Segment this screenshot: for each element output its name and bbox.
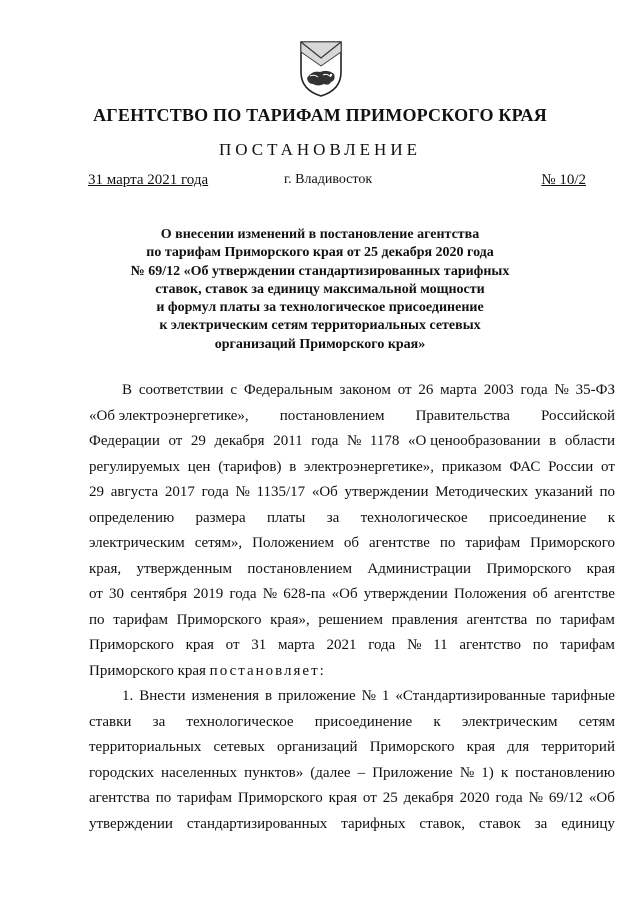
title-line: О внесении изменений в постановление агентства [160, 227, 480, 242]
title-line: и формул платы за технологическое присоединение [156, 300, 484, 316]
word: 628-па [283, 586, 326, 602]
word: ставок [478, 815, 521, 832]
word: (тарифов) [218, 458, 282, 475]
word: от [397, 382, 412, 398]
word: от [168, 433, 183, 449]
word: Администрации [367, 560, 472, 577]
word: Российской [541, 407, 615, 424]
word: населенных [161, 764, 238, 781]
word: по [599, 484, 615, 500]
word: № [554, 382, 569, 398]
title-line: организаций Приморского края» [214, 336, 426, 352]
word: утверждении [363, 586, 448, 602]
word: утверждении [344, 484, 429, 500]
word: электрическим [89, 535, 185, 551]
word: указаний [534, 484, 593, 500]
word: единицу [561, 815, 615, 832]
word: по [89, 611, 105, 628]
word: технологическое [360, 509, 468, 526]
word: стандартизированных [186, 815, 328, 832]
word: В [122, 382, 133, 398]
word: утверждении [89, 815, 173, 832]
word: России [548, 458, 594, 475]
word: об [343, 535, 360, 551]
word: № [347, 433, 362, 449]
word: соответствии [138, 382, 224, 398]
word: Приморского [237, 790, 323, 806]
word: 1178 [369, 433, 400, 449]
word: 11 [433, 637, 448, 653]
word: 2021 [326, 637, 357, 653]
text-line [89, 506, 615, 532]
word: в [264, 688, 273, 704]
word: марта [277, 637, 315, 653]
word: края [586, 560, 615, 577]
text-line [89, 633, 615, 659]
word: постановлением [279, 407, 385, 424]
document-title [60, 226, 580, 354]
word: тарифных [341, 815, 406, 832]
word: организаций [277, 739, 358, 755]
word: Приложение [372, 764, 453, 781]
word: 1) [481, 764, 494, 781]
word: по [439, 535, 456, 551]
word: определению [89, 509, 175, 526]
word: от [89, 586, 103, 602]
word: года [201, 484, 229, 500]
word: решением [318, 611, 383, 628]
word: Внести [139, 688, 186, 704]
word: 29 [89, 484, 104, 500]
title-line: № 69/12 «Об утверждении стандартизированных тарифных [130, 263, 510, 279]
word: присоединение [314, 713, 413, 730]
word: года [495, 790, 523, 806]
word: сетевых [213, 739, 265, 755]
word: агентства [466, 611, 528, 628]
word: 31 [251, 637, 267, 653]
word: в [289, 458, 297, 475]
word: Положением [252, 535, 334, 551]
text-fragment: Приморского края [89, 662, 210, 679]
word: 2011 [273, 433, 303, 449]
text-line [89, 659, 615, 685]
word: края [185, 637, 214, 653]
word: 25 [382, 790, 398, 806]
word: от [362, 790, 377, 806]
word: «О ценообразовании [407, 433, 541, 449]
word: 2017 [164, 484, 195, 500]
word: (далее [310, 764, 351, 781]
word: края [328, 790, 357, 806]
word: агентстве [553, 586, 615, 602]
word: – [357, 764, 366, 781]
word: для [507, 739, 530, 755]
word: 1 [381, 688, 390, 704]
word: 35-ФЗ [575, 382, 615, 398]
word: от [601, 458, 615, 475]
word: края, [89, 560, 122, 577]
document-body [89, 378, 615, 837]
word: марта [440, 382, 477, 398]
title-line: по тарифам Приморского края от 25 декабря 2020 года [146, 245, 494, 261]
word: тарифам [560, 611, 615, 628]
word: платы [266, 509, 306, 526]
word: декабря [403, 790, 454, 806]
word: по [532, 637, 549, 653]
word: приказом [441, 458, 502, 475]
word: утвержденным [136, 560, 232, 577]
word: к [607, 509, 615, 526]
word: ФАС [509, 458, 541, 475]
text-line [89, 582, 615, 608]
word: «Стандартизированные [395, 688, 546, 704]
word: Федерации [89, 433, 160, 449]
word: регулируемых [89, 458, 180, 475]
word: правления [391, 611, 458, 628]
word: агентство [459, 637, 522, 653]
word: тарифам [560, 637, 615, 653]
word: 2019 [193, 586, 224, 602]
word: Приморского [369, 739, 455, 755]
word: к [433, 713, 441, 730]
word: «Об электроэнергетике», [89, 407, 249, 424]
text-line [89, 531, 615, 557]
word: постановлению [515, 764, 615, 781]
word: постановлением [247, 560, 353, 577]
word: тарифам [465, 535, 521, 551]
word: 1. [122, 688, 134, 704]
word: Методических [435, 484, 529, 500]
word: электрическим [461, 713, 558, 730]
text-line [89, 557, 615, 583]
word: изменения [191, 688, 259, 704]
word: к [500, 764, 509, 781]
word: технологическое [186, 713, 294, 730]
word: по [155, 790, 172, 806]
word: по [535, 611, 552, 628]
word: ставок, [419, 815, 465, 832]
word: года [520, 382, 548, 398]
word: Приморского [530, 535, 615, 551]
text-line [89, 735, 615, 761]
word: № [235, 484, 250, 500]
coat-of-arms-icon [298, 38, 344, 98]
word: агентства [89, 790, 150, 806]
word: тарифам [113, 611, 168, 628]
agency-name: АГЕНТСТВО ПО ТАРИФАМ ПРИМОРСКОГО КРАЯ [93, 105, 547, 125]
word: № [528, 790, 543, 806]
word: года [311, 433, 339, 449]
word: тарифам [177, 790, 232, 806]
word: электроэнергетике», [304, 458, 434, 475]
text-line [89, 684, 615, 710]
word: городских [89, 764, 154, 781]
word: цен [187, 458, 211, 475]
text-line [89, 761, 615, 787]
word: «Об [331, 586, 358, 602]
text-line [89, 608, 615, 634]
document-date: 31 марта 2021 года [88, 172, 209, 188]
word: 29 [190, 433, 206, 449]
word: № [459, 764, 475, 781]
title-line: ставок, ставок за единицу максимальной мощности [155, 281, 485, 297]
word: № [361, 688, 376, 704]
word: присоединение [488, 509, 587, 526]
text-line [89, 378, 615, 404]
word: 2003 [483, 382, 514, 398]
document-type: ПОСТАНОВЛЕНИЕ [218, 140, 421, 159]
word: за [534, 815, 548, 832]
word: с [230, 382, 238, 398]
word: за [152, 713, 166, 730]
word: 30 [109, 586, 125, 602]
text-line [89, 480, 615, 506]
word: декабря [214, 433, 265, 449]
text-line [89, 710, 615, 736]
word: пунктов» [244, 764, 304, 781]
word: в [549, 433, 557, 449]
word: 1135/17 [256, 484, 306, 500]
word: от [225, 637, 240, 653]
word: Приморского [486, 560, 572, 577]
word: 2020 [459, 790, 490, 806]
word: законом [339, 382, 391, 398]
word: области [564, 433, 615, 449]
word: территорий [541, 739, 615, 755]
word: № [407, 637, 422, 653]
word: Положения [453, 586, 527, 602]
word: сетям [578, 713, 615, 730]
word: 26 [418, 382, 434, 398]
word: августа [110, 484, 159, 500]
text-line [89, 429, 615, 455]
word: года [229, 586, 257, 602]
document-city: г. Владивосток [284, 172, 373, 187]
text-line [89, 404, 615, 430]
word: Правительства [415, 407, 510, 424]
word: Приморского [89, 637, 174, 653]
word: тарифные [551, 688, 615, 704]
word: сетям», [194, 535, 243, 551]
word: приложение [278, 688, 356, 704]
word: Федеральным [243, 382, 333, 398]
word: сентября [130, 586, 188, 602]
word: Приморского [176, 611, 262, 628]
word: года [368, 637, 396, 653]
word: за [326, 509, 340, 526]
document-number: № 10/2 [541, 172, 586, 188]
word: территориальных [89, 739, 202, 755]
word: № [262, 586, 278, 602]
decree-keyword: постановляет: [209, 662, 326, 679]
word: «Об [311, 484, 338, 500]
word: размера [195, 509, 246, 526]
word: края», [270, 611, 310, 628]
text-line [89, 812, 615, 838]
text-line [89, 455, 615, 481]
word: об [532, 586, 548, 602]
word: «Об [588, 790, 615, 806]
text-line [89, 786, 615, 812]
word: ставки [89, 713, 132, 730]
word: края [466, 739, 496, 755]
word: 69/12 [548, 790, 583, 806]
title-line: к электрическим сетям территориальных сетевых [159, 318, 481, 334]
word: агентстве [369, 535, 430, 551]
